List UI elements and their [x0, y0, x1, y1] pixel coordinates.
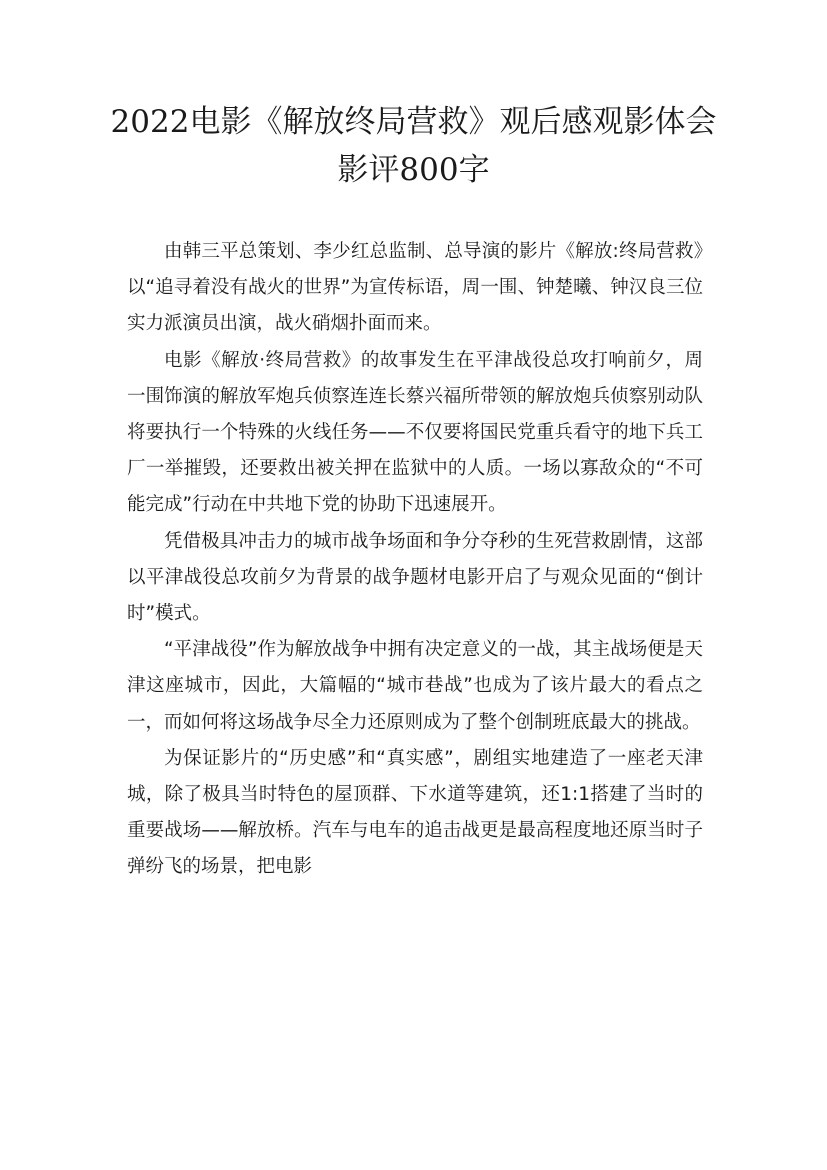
paragraph-2: 电影《解放·终局营救》的故事发生在平津战役总攻打响前夕，周一围饰演的解放军炮兵侦察连连长蔡兴福所带领的解放炮兵侦察别动队将要执行一个特殊的火线任务——不仅要将国民党重兵看守的地下兵工厂一举摧毁，还要救出被关押在监狱中的人质。一场以寡敌众的“不可能完成”行动在中共地下党的协助下迅速展开。: [127, 349, 703, 516]
paragraph-1: 由韩三平总策划、李少红总监制、总导演的影片《解放:终局营救》以“追寻着没有战火的世界”为宣传标语，周一围、钟楚曦、钟汉良三位实力派演员出演，战火硝烟扑面而来。: [127, 241, 703, 335]
paragraph-5: 为保证影片的“历史感”和“真实感”，剧组实地建造了一座老天津城，除了极具当时特色的屋顶群、下水道等建筑，还1:1搭建了当时的重要战场——解放桥。汽车与电车的追击战更是最高程度地还原当时子弹纷飞的场景，把电影: [127, 747, 703, 878]
paragraph-3: 凭借极具冲击力的城市战争场面和争分夺秒的生死营救剧情，这部以平津战役总攻前夕为背景的战争题材电影开启了与观众见面的“倒计时”模式。: [127, 530, 703, 625]
title-line-1: 2022电影《解放终局营救》观后感观影体会: [110, 104, 717, 140]
document-title: [100, 98, 727, 194]
paragraph-4: “平津战役”作为解放战争中拥有决定意义的一战，其主战场便是天津这座城市，因此，大篇幅的“城市巷战”也成为了该片最大的看点之一，而如何将这场战争尽全力还原则成为了整个创制班底最大的挑战。: [127, 639, 703, 733]
document-body: [127, 234, 703, 886]
title-line-2: 影评800字: [337, 152, 490, 188]
